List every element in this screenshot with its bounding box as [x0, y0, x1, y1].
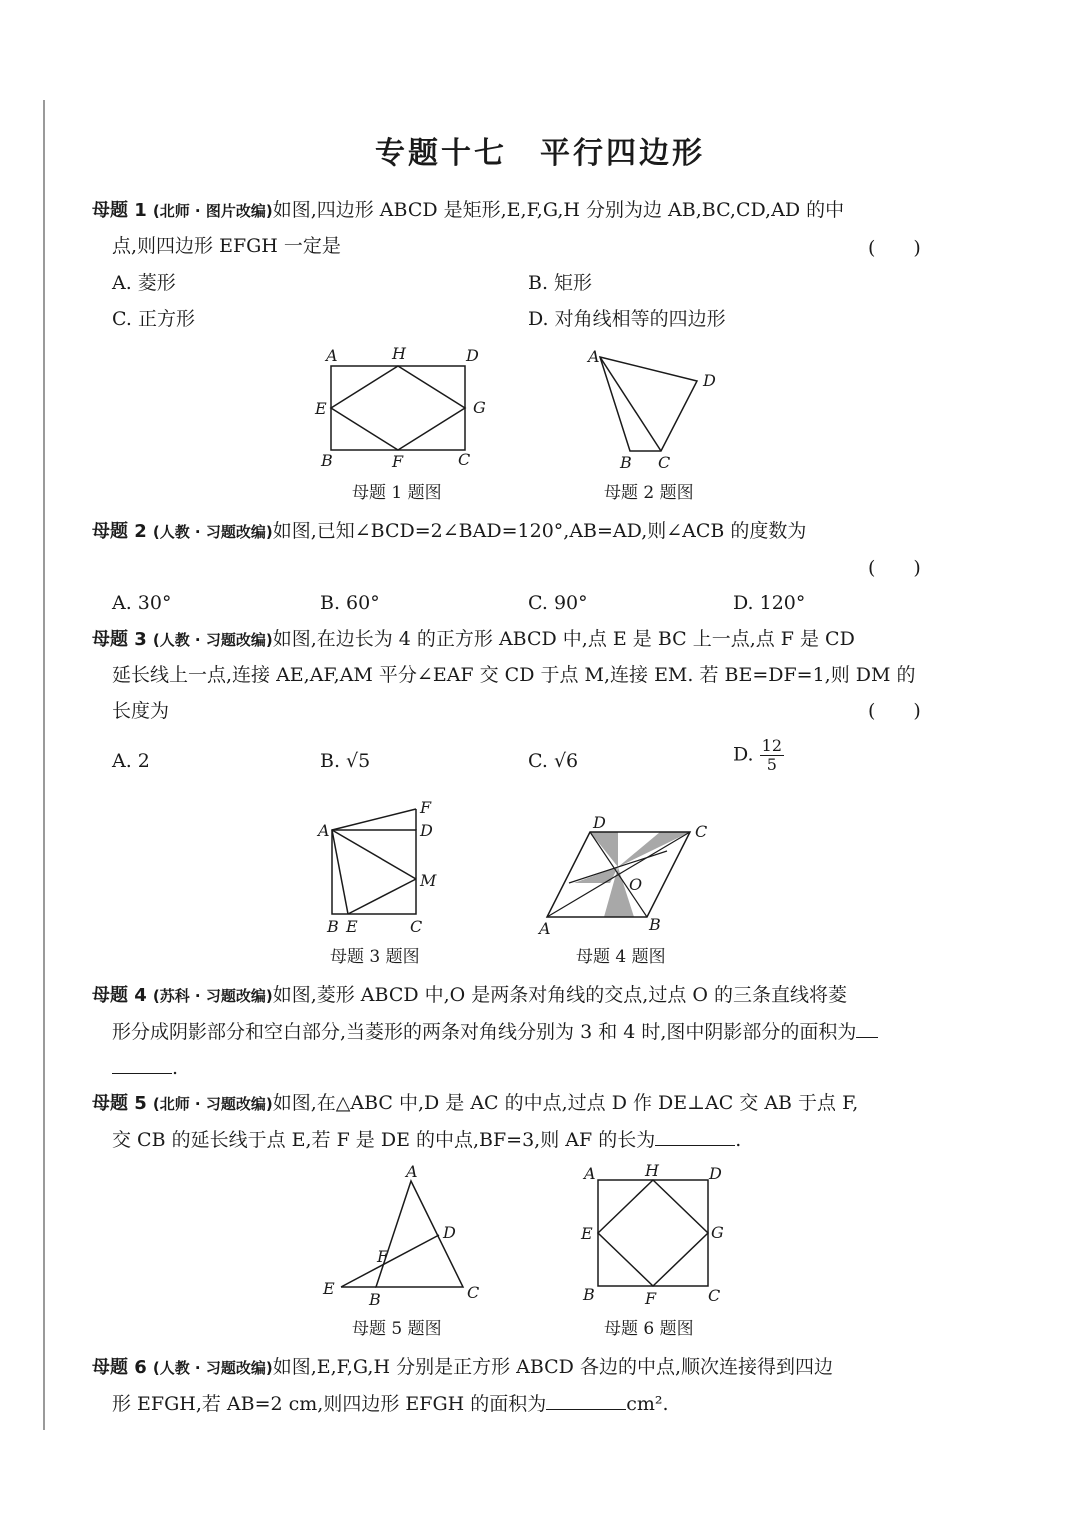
q3-answer-paren: ( ): [868, 700, 921, 722]
fig6-label-d: D: [709, 1164, 722, 1183]
fig3-segment-ae: [332, 830, 348, 914]
q1-option-a: A. 菱形: [112, 272, 176, 294]
q2-line1: [92, 519, 806, 544]
q3-option-d-prefix: D.: [733, 743, 754, 766]
fig6-square-abcd: [598, 1180, 708, 1286]
fig5-label-c: C: [467, 1283, 480, 1302]
fig3-label-e: E: [346, 917, 358, 936]
fig5-label-b: B: [369, 1290, 381, 1309]
fig6-label-a: A: [584, 1164, 596, 1183]
fig4-label-c: C: [695, 822, 708, 841]
q4-source: (苏科 · 习题改编): [152, 987, 273, 1005]
fig6-square-efgh: [598, 1180, 708, 1286]
fig1-label-h: H: [392, 344, 406, 363]
q3-line2: 延长线上一点,连接 AE,AF,AM 平分∠EAF 交 CD 于点 M,连接 EM. 若 BE=DF=1,则 DM 的: [112, 664, 916, 686]
q3-option-d: [733, 737, 784, 774]
q6-line1: [92, 1355, 833, 1380]
q4-line1: [92, 983, 847, 1008]
q4-text-1: 如图,菱形 ABCD 中,O 是两条对角线的交点,过点 O 的三条直线将菱: [272, 984, 847, 1006]
fig1-label-b: B: [321, 451, 333, 470]
q4-period: .: [172, 1057, 179, 1079]
fig4-label-a: A: [539, 919, 551, 938]
fig2-label-d: D: [703, 371, 716, 390]
fig4-shade-2: [618, 832, 690, 867]
fig6-label-c: C: [708, 1286, 721, 1305]
fig6-label-h: H: [645, 1161, 659, 1180]
fig4-label-d: D: [593, 813, 606, 832]
q5-line2: [112, 1127, 741, 1152]
q5-text-1: 如图,在△ABC 中,D 是 AC 的中点,过点 D 作 DE⊥AC 交 AB 于点 F,: [272, 1092, 859, 1114]
fig5-label-e: E: [323, 1279, 335, 1298]
fig2-diagonal-ac: [600, 357, 661, 451]
fig6-label-e: E: [581, 1224, 593, 1243]
q3-option-a: A. 2: [112, 750, 150, 772]
q1-option-d: D. 对角线相等的四边形: [528, 308, 726, 330]
fig3-label-a: A: [318, 821, 330, 840]
fig4-caption: 母题 4 题图: [576, 947, 666, 967]
q1-tag: 母题 1: [92, 200, 147, 221]
figure-4-rhombus: [535, 810, 715, 940]
fig6-label-g: G: [711, 1223, 724, 1242]
q5-answer-blank: [655, 1127, 735, 1146]
fig3-label-d: D: [420, 821, 433, 840]
fig3-label-m: M: [420, 871, 437, 890]
fig3-label-c: C: [410, 917, 423, 936]
fig6-label-f: F: [645, 1289, 657, 1308]
q3-source: (人教 · 习题改编): [152, 631, 273, 649]
q5-line1: [92, 1091, 858, 1116]
fig3-segment-em: [348, 879, 416, 914]
q5-tag: 母题 5: [92, 1093, 147, 1114]
q4-text-2: 形分成阴影部分和空白部分,当菱形的两条对角线分别为 3 和 4 时,图中阴影部分的面积为: [112, 1021, 857, 1043]
fig1-label-g: G: [473, 398, 486, 417]
fig2-label-b: B: [620, 453, 632, 472]
fig3-label-f: F: [420, 798, 432, 817]
figure-6-square: [575, 1158, 735, 1308]
page-margin-line: [43, 100, 45, 1430]
q5-text-2: 交 CB 的延长线于点 E,若 F 是 DE 的中点,BF=3,则 AF 的长为: [112, 1129, 656, 1151]
fig2-quadrilateral-abcd: [600, 357, 697, 451]
figure-3-square: [310, 795, 460, 940]
fig1-label-d: D: [466, 346, 479, 365]
q1-answer-paren: ( ): [868, 237, 921, 259]
q3-line1: [92, 627, 855, 652]
q2-option-c: C. 90°: [528, 592, 588, 614]
fig4-label-o: O: [629, 875, 643, 894]
figure-2-quadrilateral: [580, 340, 730, 475]
fig1-label-f: F: [392, 452, 404, 471]
q2-option-b: B. 60°: [320, 592, 380, 614]
q6-unit: cm².: [626, 1393, 669, 1415]
q2-answer-paren: ( ): [868, 557, 921, 579]
q3-tag: 母题 3: [92, 629, 147, 650]
q1-line2: 点,则四边形 EFGH 一定是: [112, 235, 341, 257]
q4-answer-blank-start: [856, 1019, 878, 1038]
fig5-label-a: A: [406, 1162, 418, 1181]
fig3-segment-af: [332, 809, 416, 830]
q2-text-1: 如图,已知∠BCD=2∠BAD=120°,AB=AD,则∠ACB 的度数为: [272, 520, 807, 542]
fig1-rectangle-abcd: [331, 366, 465, 450]
q3-option-d-fraction: [760, 737, 784, 774]
q5-period: .: [735, 1129, 742, 1151]
q1-option-c: C. 正方形: [112, 308, 195, 330]
q4-line2: [112, 1019, 878, 1044]
fig6-label-b: B: [583, 1285, 595, 1304]
q6-tag: 母题 6: [92, 1357, 147, 1378]
fig2-caption: 母题 2 题图: [604, 483, 694, 503]
q6-answer-blank: [546, 1391, 626, 1410]
q4-line3: [112, 1055, 178, 1080]
q6-line2: [112, 1391, 669, 1416]
fig4-label-b: B: [649, 915, 661, 934]
fig1-rhombus-efgh: [331, 366, 465, 450]
fig2-label-c: C: [658, 453, 671, 472]
q3-option-b: B. √5: [320, 750, 371, 772]
q6-source: (人教 · 习题改编): [152, 1359, 273, 1377]
fig2-label-a: A: [588, 347, 600, 366]
q2-source: (人教 · 习题改编): [152, 523, 273, 541]
q6-text-2: 形 EFGH,若 AB=2 cm,则四边形 EFGH 的面积为: [112, 1393, 547, 1415]
q2-option-a: A. 30°: [112, 592, 172, 614]
fig3-label-b: B: [327, 917, 339, 936]
fig5-label-f: F: [377, 1247, 389, 1266]
fig6-caption: 母题 6 题图: [604, 1319, 694, 1339]
q4-answer-blank-end: [112, 1055, 172, 1074]
fig1-label-a: A: [326, 346, 338, 365]
page-title: 专题十七 平行四边形: [375, 136, 705, 171]
q3-option-d-denominator: 5: [766, 755, 777, 774]
fig3-segment-am: [332, 830, 416, 879]
q3-option-d-numerator: 12: [761, 736, 783, 755]
q4-tag: 母题 4: [92, 985, 147, 1006]
q1-text-1: 如图,四边形 ABCD 是矩形,E,F,G,H 分别为边 AB,BC,CD,AD 的中: [272, 199, 845, 221]
fig5-caption: 母题 5 题图: [352, 1319, 442, 1339]
q5-source: (北师 · 习题改编): [152, 1095, 273, 1113]
q2-tag: 母题 2: [92, 521, 147, 542]
q6-text-1: 如图,E,F,G,H 分别是正方形 ABCD 各边的中点,顺次连接得到四边: [272, 1356, 833, 1378]
q1-option-b: B. 矩形: [528, 272, 593, 294]
q2-option-d: D. 120°: [733, 592, 806, 614]
fig1-label-c: C: [458, 450, 471, 469]
figure-5-triangle: [315, 1162, 495, 1310]
q1-line1: [92, 198, 844, 223]
fig3-caption: 母题 3 题图: [330, 947, 420, 967]
q3-option-c: C. √6: [528, 750, 579, 772]
fig1-caption: 母题 1 题图: [352, 483, 442, 503]
q1-source: (北师 · 图片改编): [152, 202, 273, 220]
q3-text-1: 如图,在边长为 4 的正方形 ABCD 中,点 E 是 BC 上一点,点 F 是 CD: [272, 628, 855, 650]
q3-line3: 长度为: [112, 700, 170, 722]
figure-1-rectangle: [310, 340, 510, 475]
fig1-label-e: E: [315, 399, 327, 418]
fig5-label-d: D: [443, 1223, 456, 1242]
